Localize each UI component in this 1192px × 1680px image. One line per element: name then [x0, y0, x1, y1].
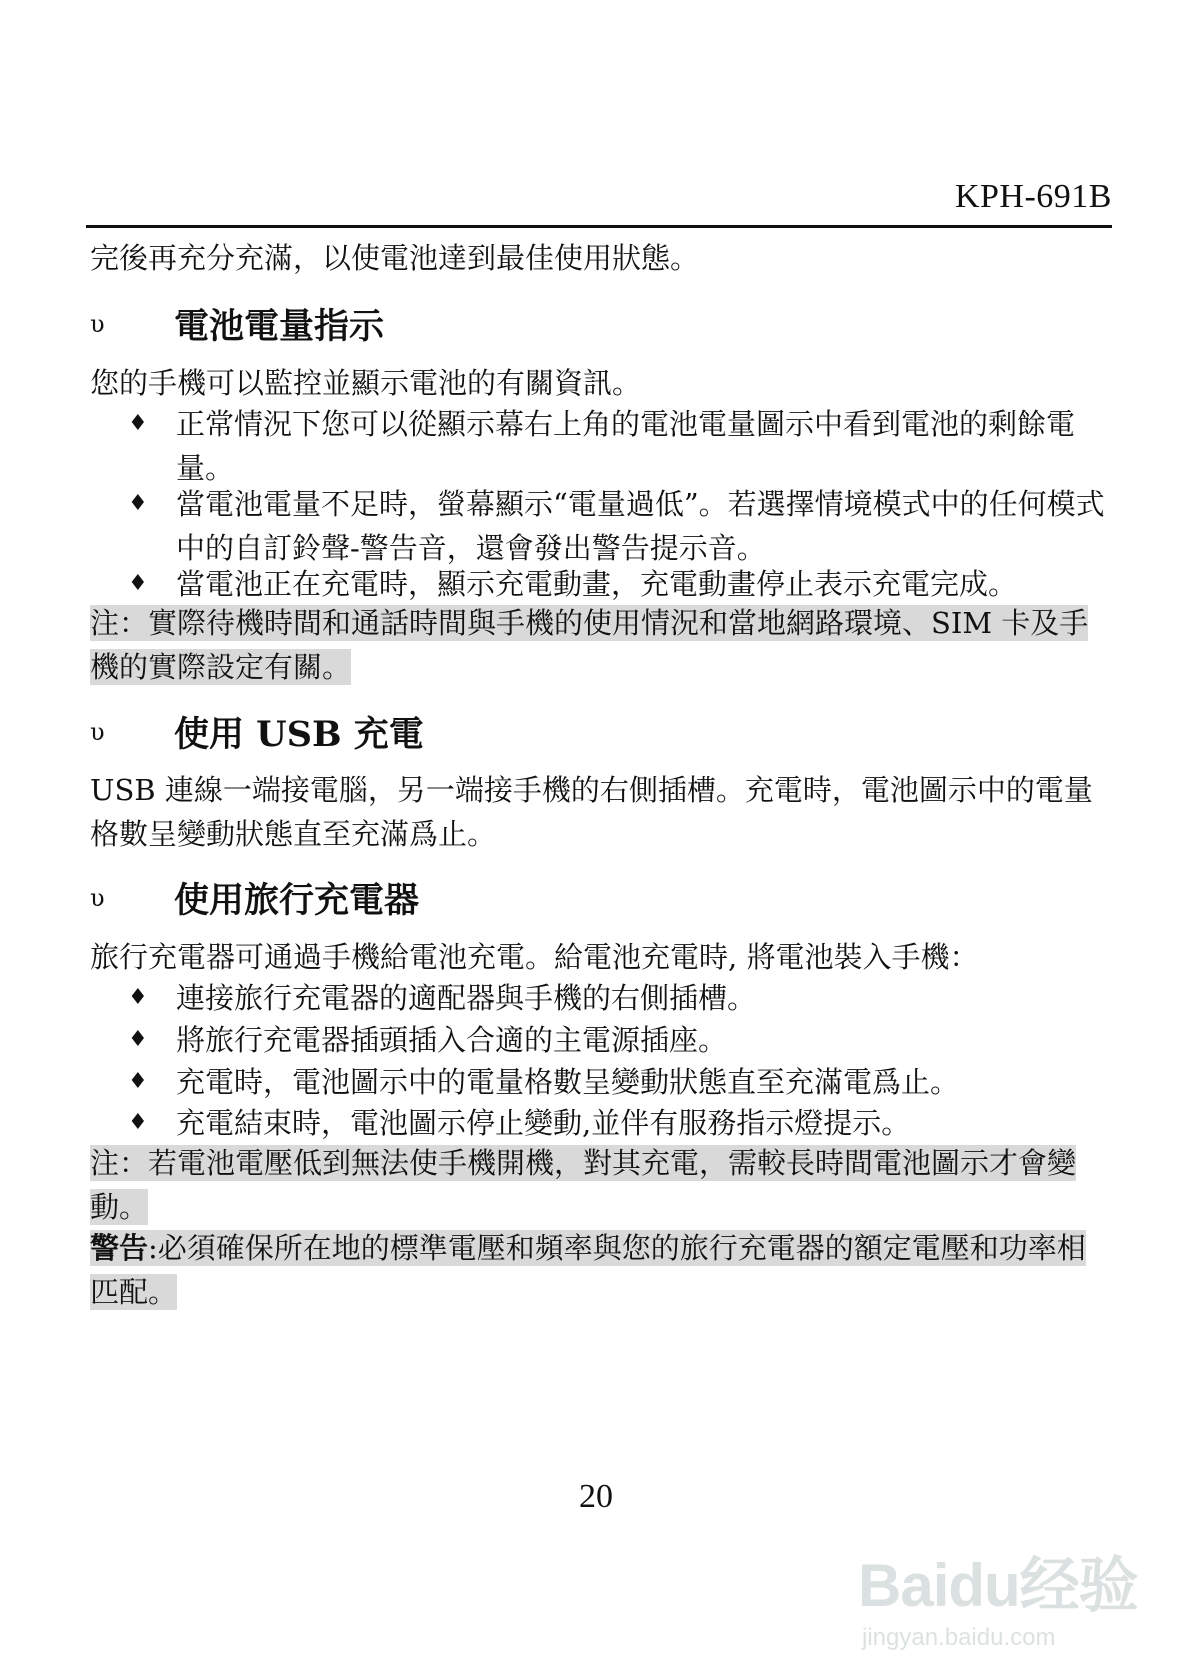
list-item-text: 當電池電量不足時，螢幕顯示“電量過低”。若選擇情境模式中的任何模式中的自訂鈴聲-警告音，還會發出警告提示音。: [176, 487, 1105, 565]
list-item-text: 正常情況下您可以從顯示幕右上角的電池電量圖示中看到電池的剩餘電量。: [176, 407, 1076, 485]
diamond-bullet-icon: ♦: [128, 1069, 148, 1094]
warning-voltage: [90, 1226, 1108, 1314]
section-intro: 您的手機可以監控並顯示電池的有關資訊。: [90, 366, 642, 400]
list-item: [128, 482, 1108, 570]
diamond-bullet-icon: ♦: [128, 985, 148, 1010]
note-battery: [90, 601, 1108, 689]
list-item: [128, 562, 1108, 606]
section-marker-icon: υ: [90, 718, 105, 746]
intro-line: 完後再充分充滿，以使電池達到最佳使用狀態。: [90, 241, 700, 275]
section-title: 電池電量指示: [174, 306, 385, 347]
section-intro: 旅行充電器可通過手機給電池充電。給電池充電時, 將電池裝入手機：: [90, 940, 979, 974]
list-item: [128, 976, 1108, 1020]
section-marker-icon: υ: [90, 884, 105, 912]
list-item-text: 充電結束時，電池圖示停止變動,並伴有服務指示燈提示。: [176, 1106, 911, 1140]
warning-label: 警告: [90, 1231, 149, 1265]
section-heading-usb-charging: [90, 710, 424, 754]
section-title: 使用 USB 充電: [174, 714, 424, 755]
watermark-url: jingyan.baidu.com: [862, 1624, 1056, 1651]
diamond-bullet-icon: ♦: [128, 1027, 148, 1052]
list-item-text: 當電池正在充電時，顯示充電動畫，充電動畫停止表示充電完成。: [176, 567, 1018, 601]
list-item-text: 將旅行充電器插頭插入合適的主電源插座。: [176, 1023, 728, 1057]
section-title: 使用旅行充電器: [174, 880, 420, 921]
diamond-bullet-icon: ♦: [128, 1110, 148, 1135]
list-item: [128, 1018, 1108, 1062]
section-marker-icon: υ: [90, 310, 105, 338]
diamond-bullet-icon: ♦: [128, 571, 148, 596]
baidu-watermark: [858, 1520, 1158, 1670]
note-text: 注：實際待機時間和通話時間與手機的使用情況和當地網路環境、SIM 卡及手機的實際設定有關。: [90, 606, 1089, 684]
list-item: [128, 1060, 1108, 1104]
note-text: 注：若電池電壓低到無法使手機開機，對其充電，需較長時間電池圖示才會變動。: [90, 1146, 1077, 1224]
diamond-bullet-icon: ♦: [128, 411, 148, 436]
header-rule: [86, 225, 1112, 228]
list-item-text: 充電時，電池圖示中的電量格數呈變動狀態直至充滿電爲止。: [176, 1065, 960, 1099]
list-item-text: 連接旅行充電器的適配器與手機的右側插槽。: [176, 981, 757, 1015]
section-intro: USB 連線一端接電腦，另一端接手機的右側插槽。充電時，電池圖示中的電量格數呈變動狀態直至充滿爲止。: [90, 773, 1093, 851]
watermark-logo: Baidu经验: [858, 1552, 1138, 1619]
warning-text: :必須確保所在地的標準電壓和頻率與您的旅行充電器的額定電壓和功率相匹配。: [90, 1231, 1086, 1309]
page-number: 20: [579, 1478, 613, 1515]
list-item: [128, 402, 1108, 490]
model-number: KPH-691B: [954, 178, 1112, 215]
diamond-bullet-icon: ♦: [128, 491, 148, 516]
list-item: [128, 1101, 1108, 1145]
section-heading-travel-charger: [90, 876, 419, 920]
note-low-voltage: [90, 1141, 1108, 1229]
section-heading-battery-level: [90, 302, 384, 346]
